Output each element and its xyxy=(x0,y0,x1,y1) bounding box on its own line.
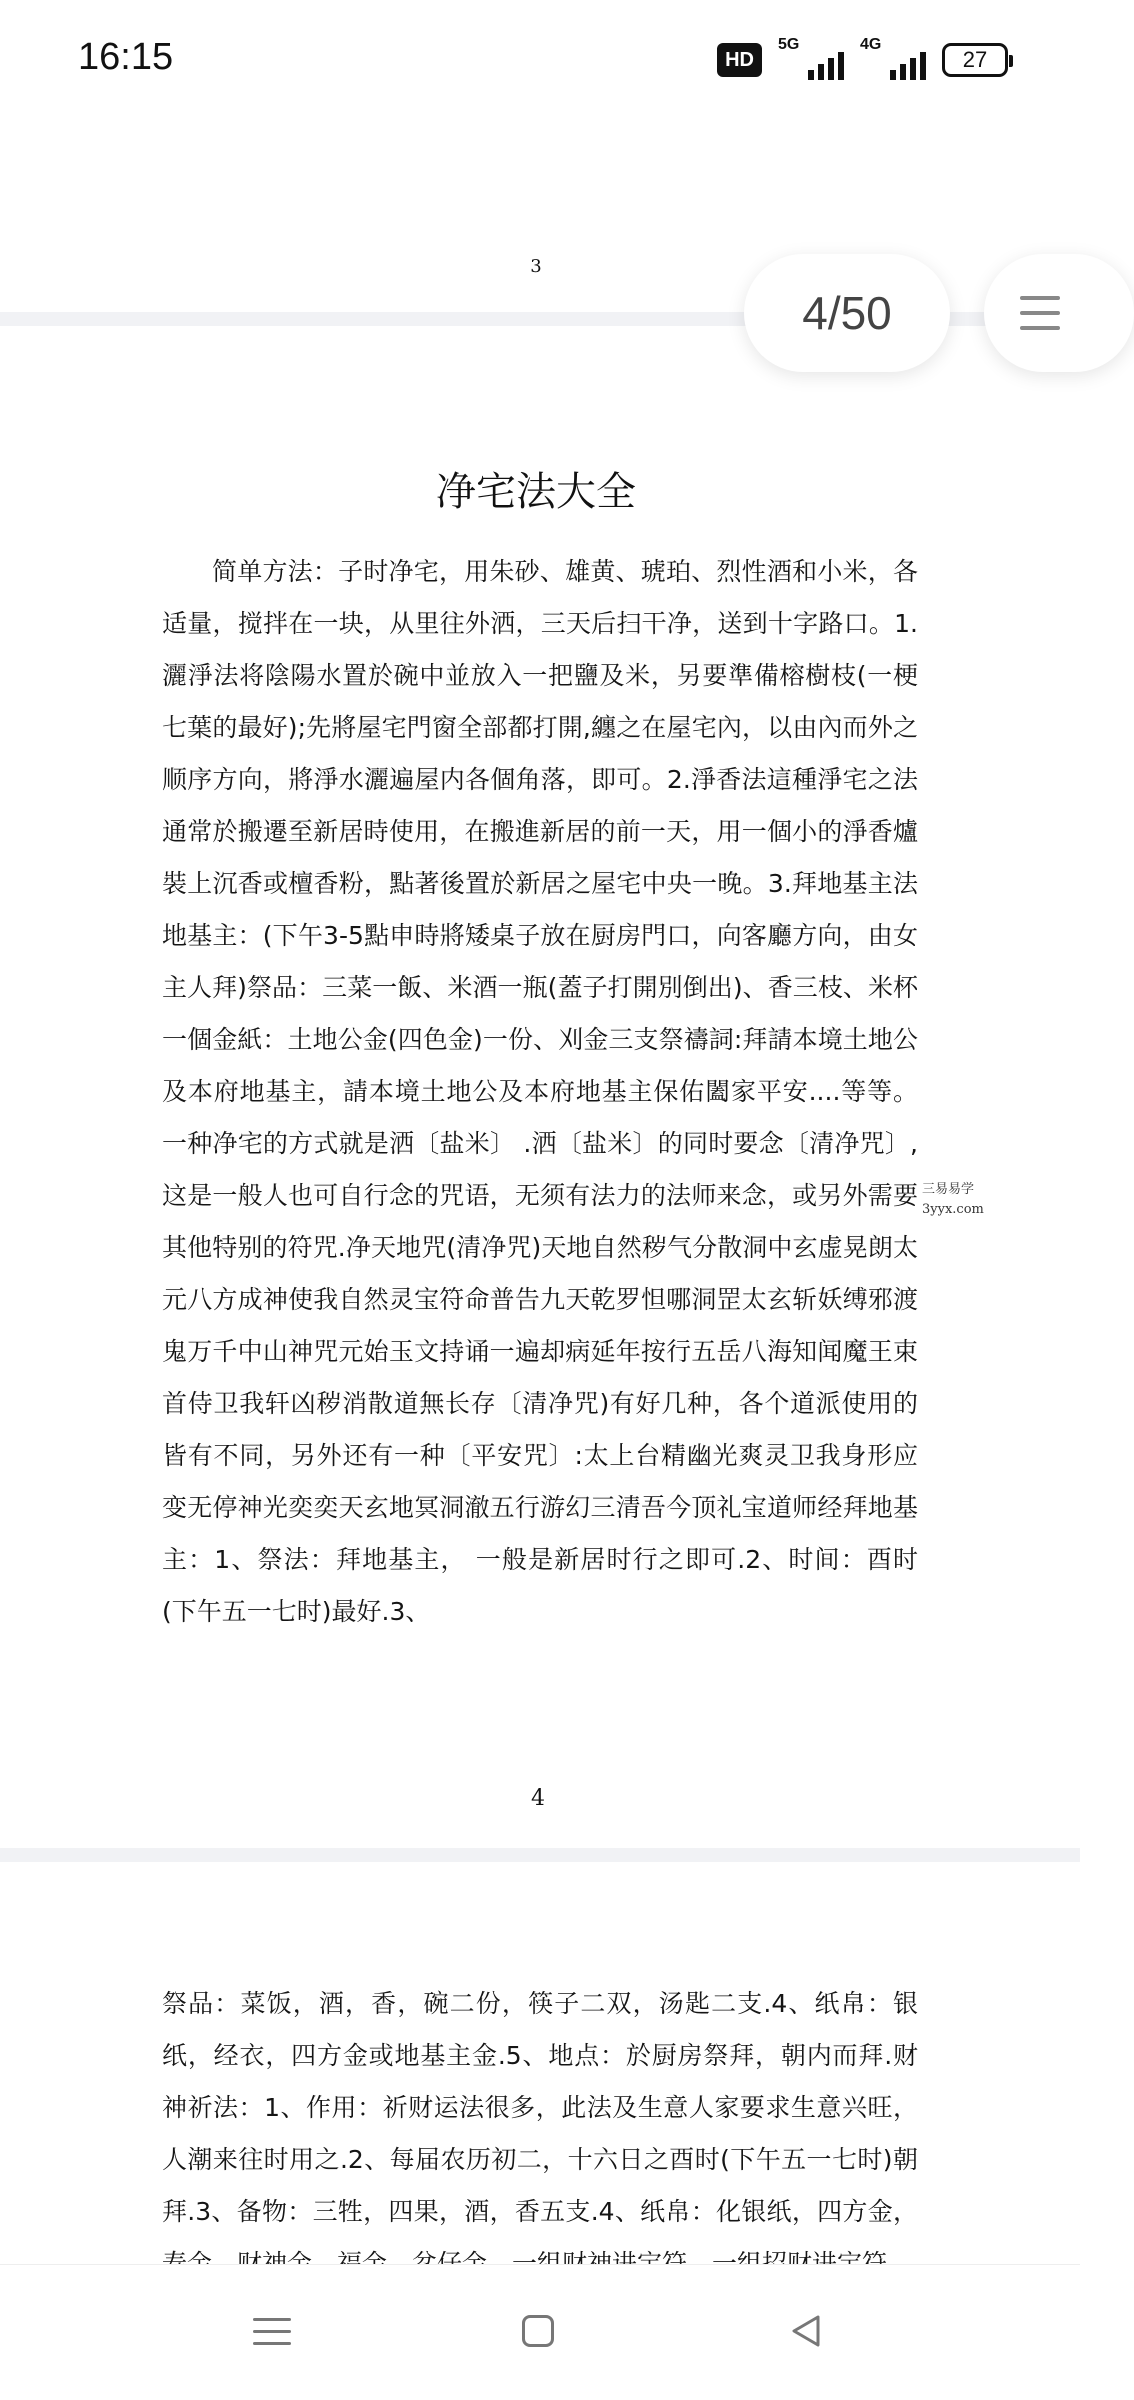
signal-4g-icon xyxy=(860,36,926,80)
watermark-line-2: 3yyx.com xyxy=(922,1202,984,1217)
status-bar xyxy=(0,0,1080,130)
page-number: 4 xyxy=(531,1786,545,1811)
document-body-page-4: 简单方法：子时净宅，用朱砂、雄黄、琥珀、烈性酒和小米，各适量，搅拌在一块，从里往外洒，三天后扫干净，送到十字路口。1.灑淨法将陰陽水置於碗中並放入一把鹽及米，另要準備榕樹枝(一梗七葉的最好);先將屋宅門窗全部都打開,纏之在屋宅內，以由內而外之顺序方向，將淨水灑遍屋内各個角落，即可。2.淨香法這種淨宅之法通常於搬遷至新居時使用，在搬進新居的前一天，用一個小的淨香爐裝上沉香或檀香粉，點著後置於新居之屋宅中央一晚。3.拜地基主法地基主：(下午3-5點申時將矮桌子放在厨房門口，向客廳方向，由女主人拜)祭品：三菜一飯、米酒一瓶(蓋子打開別倒出)、香三枝、米杯一個金紙：土地公金(四色金)一份、刈金三支祭禱詞:拜請本境土地公及本府地基主，請本境土地公及本府地基主保佑闔家平安....等等。一种净宅的方式就是洒〔盐米〕 .洒〔盐米〕的同时要念〔清净咒〕,这是一般人也可自行念的咒语，无须有法力的法师来念，或另外需要其他特别的符咒.净天地咒(清净咒)天地自然秽气分散洞中玄虚晃朗太元八方成神使我自然灵宝符命普告九天乾罗怛哪洞罡太玄斩妖缚邪渡鬼万千中山神咒元始玉文持诵一遍却病延年按行五岳八海知闻魔王束首侍卫我轩凶秽消散道無长存〔清净咒)有好几种，各个道派使用的皆有不同，另外还有一种〔平安咒〕:太上台精幽光爽灵卫我身形应变无停神光奕奕天玄地冥洞澈五行游幻三清吾今顶礼宝道师经拜地基主：1、祭法：拜地基主， 一般是新居时行之即可.2、时间：酉时(下午五一七时)最好.3、 xyxy=(162,557,918,1626)
battery-level: 27 xyxy=(962,47,988,72)
document-title: 净宅法大全 xyxy=(436,469,636,515)
prev-page-number: 3 xyxy=(530,256,542,277)
menu-icon xyxy=(253,2309,291,2354)
nav-recents-button[interactable] xyxy=(232,2299,312,2363)
nav-back-button[interactable] xyxy=(766,2299,846,2363)
signal-4g-label: 4G xyxy=(860,36,882,53)
page-divider xyxy=(0,1848,1080,1862)
page-indicator-button[interactable]: 4/50 xyxy=(744,254,950,372)
document-body-page-5: 祭品：菜饭，酒，香，碗二份，筷子二双，汤匙二支.4、纸帛：银纸，经衣，四方金或地基主金.5、地点：於厨房祭拜，朝内而拜.财神祈法：1、作用：祈财运法很多，此法及生意人家要求生意兴旺，人潮来往时用之.2、每届农历初二，十六日之酉时(下午五一七时)朝拜.3、备物：三牲，四果，酒，香五支.4、纸帛：化银纸，四方金， xyxy=(162,1989,918,2226)
home-icon xyxy=(522,2315,554,2347)
menu-icon xyxy=(1020,296,1060,341)
signal-5g-label: 5G xyxy=(778,36,800,53)
system-nav-bar xyxy=(0,2264,1080,2400)
nav-home-button[interactable] xyxy=(498,2299,578,2363)
back-icon xyxy=(786,2311,826,2351)
status-icons xyxy=(717,36,1008,80)
watermark xyxy=(922,1180,984,1220)
signal-5g-icon xyxy=(778,36,844,80)
watermark-line-1: 三易易学 xyxy=(922,1182,975,1197)
status-time: 16:15 xyxy=(78,36,174,78)
reader-menu-button[interactable] xyxy=(984,254,1134,372)
hd-voice-icon: HD xyxy=(717,43,762,77)
battery-icon xyxy=(942,43,1008,77)
